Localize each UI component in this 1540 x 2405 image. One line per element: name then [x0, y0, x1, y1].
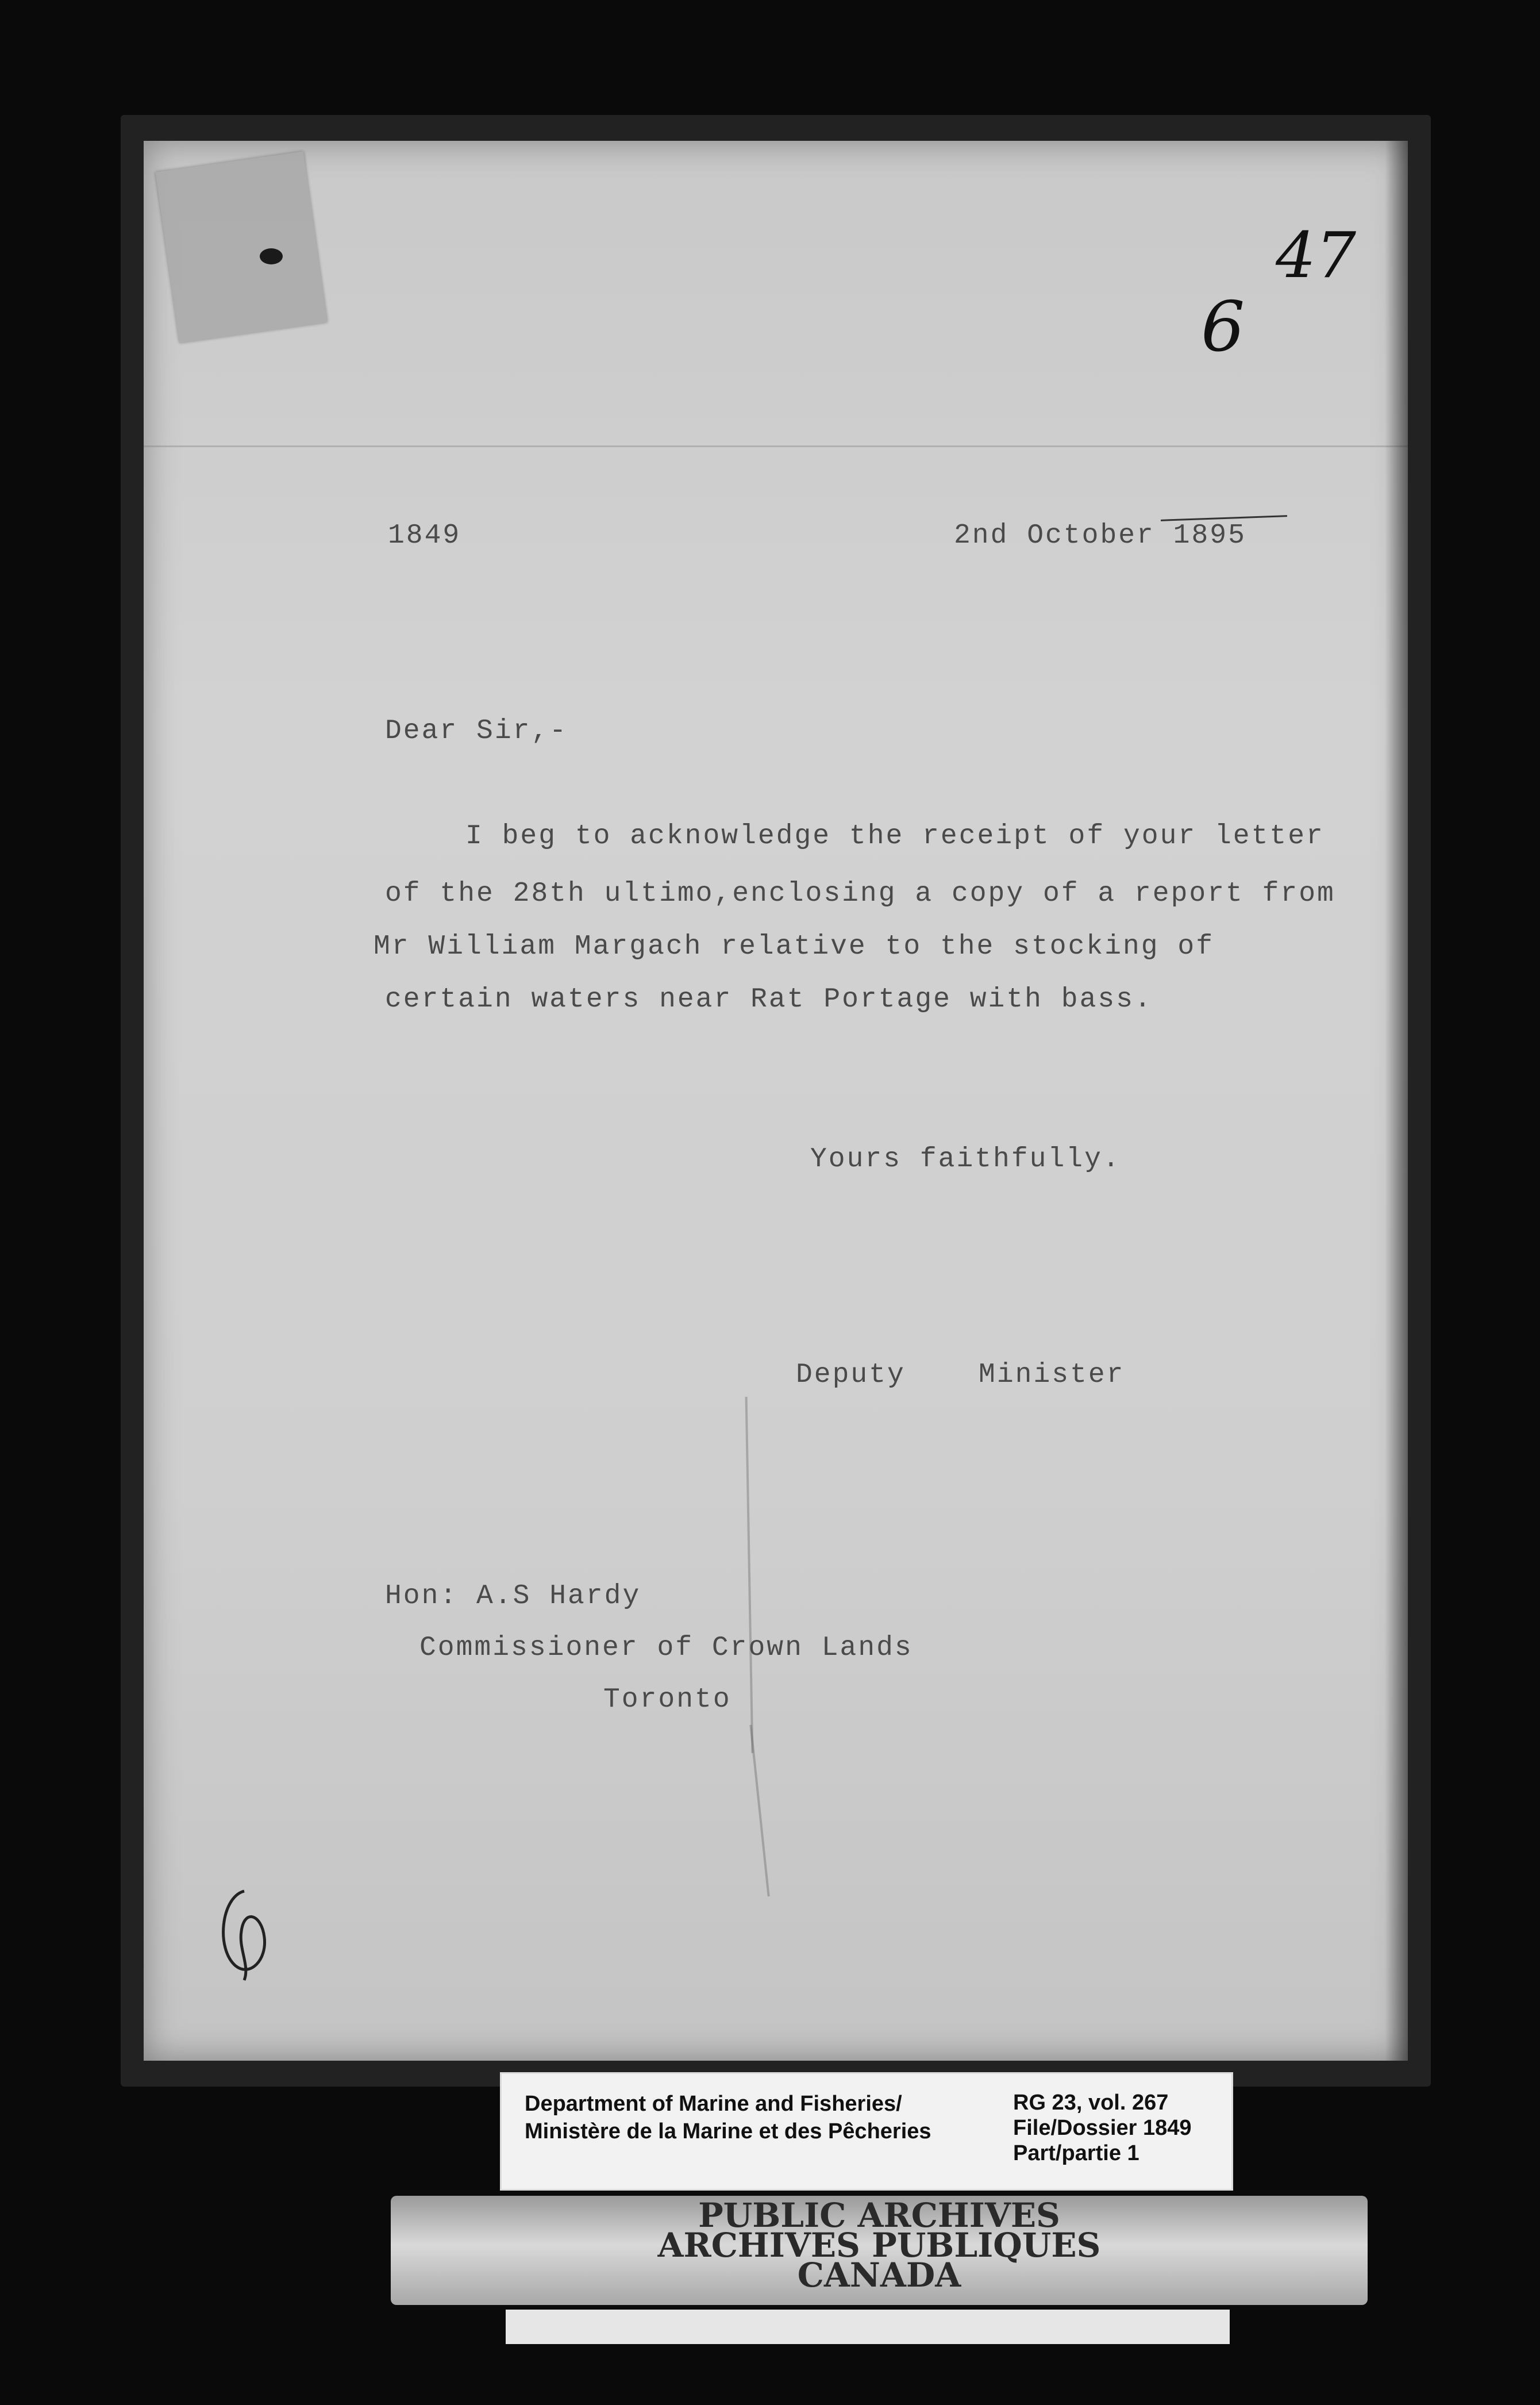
recipient-name: Hon: A.S Hardy [385, 1581, 641, 1612]
body-line-1: I beg to acknowledge the receipt of your letter [465, 821, 1325, 852]
letter-date: 2nd October 1895 [954, 520, 1246, 551]
archive-stamp-band [391, 2196, 1368, 2305]
punch-hole [260, 248, 283, 264]
sheet-edge-shadow [1385, 141, 1408, 2061]
archive-stamp-line-1: PUBLIC ARCHIVES [698, 2196, 1060, 2235]
body-line-2: of the 28th ultimo,enclosing a copy of a report from [385, 878, 1335, 909]
folio-number-handwritten: 47 [1276, 218, 1356, 292]
initial-mark-handwritten: 6 [1201, 287, 1245, 367]
body-line-4: certain waters near Rat Portage with bass. [385, 984, 1153, 1015]
signature-title: Deputy Minister [796, 1359, 1125, 1390]
archive-reference-label [500, 2072, 1233, 2191]
salutation: Dear Sir,- [385, 716, 568, 747]
pencil-mark-icon [210, 1880, 279, 1983]
department-french: Ministère de la Marine et des Pêcheries [525, 2119, 931, 2143]
archive-stamp-line-3: CANADA [797, 2256, 961, 2295]
archive-part: Part/partie 1 [1013, 2141, 1139, 2165]
letter-sheet [144, 141, 1408, 2061]
recipient-city: Toronto [603, 1684, 732, 1715]
archive-file: File/Dossier 1849 [1013, 2116, 1192, 2140]
closing: Yours faithfully. [810, 1144, 1121, 1175]
file-number: 1849 [388, 520, 461, 551]
bottom-label-strip [506, 2310, 1230, 2344]
tape-patch [155, 151, 327, 343]
recipient-title: Commissioner of Crown Lands [419, 1632, 913, 1663]
archive-stamp-line-2: ARCHIVES PUBLIQUES [657, 2226, 1101, 2265]
department-english: Department of Marine and Fisheries/ [525, 2092, 902, 2116]
body-line-3: Mr William Margach relative to the stocking of [374, 931, 1215, 962]
archive-reference: RG 23, vol. 267 [1013, 2091, 1169, 2115]
fold-line [144, 445, 1408, 447]
